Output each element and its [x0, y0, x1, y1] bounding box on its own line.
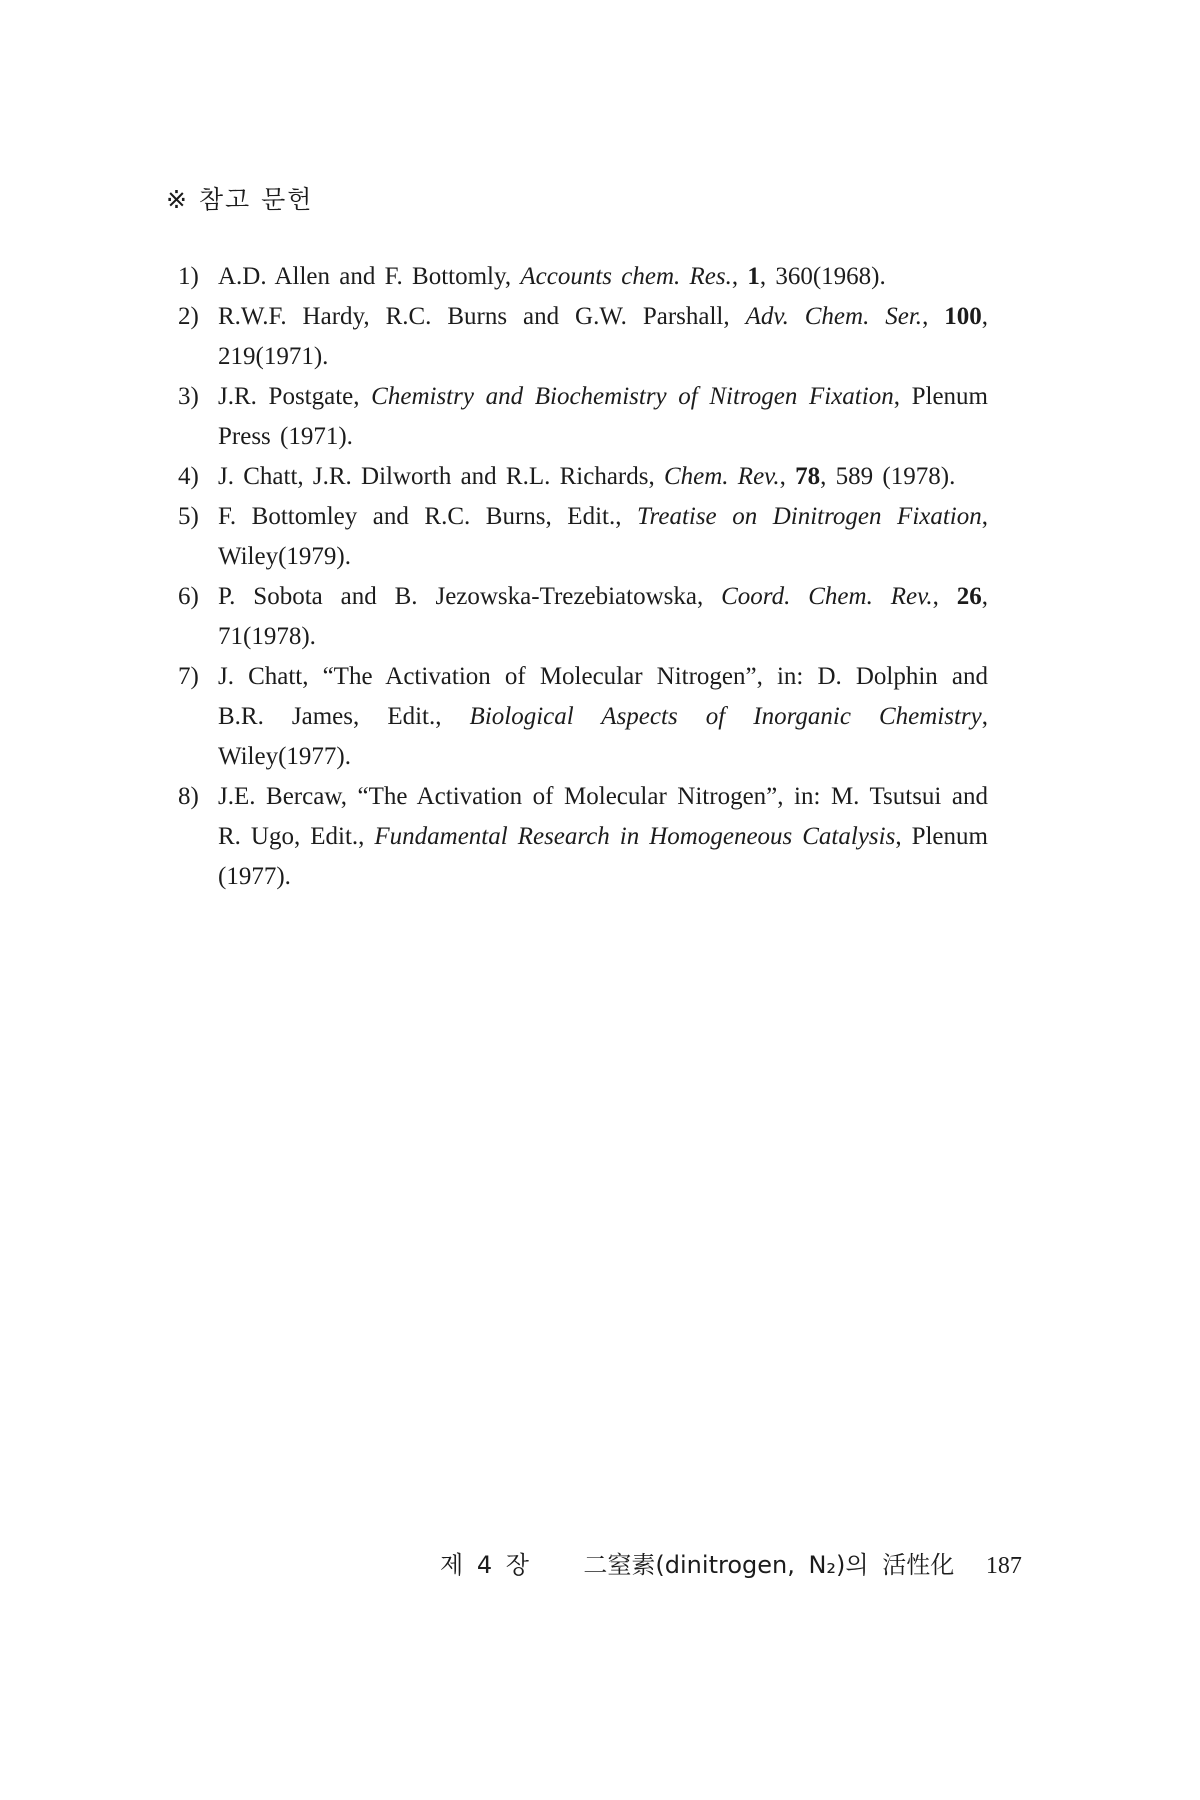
reference-item [180, 377, 988, 457]
reference-number: 3) [178, 383, 199, 410]
reference-volume: 78 [795, 463, 821, 490]
reference-source-title: Treatise on Dinitrogen Fixation [637, 503, 982, 530]
reference-item [180, 777, 988, 897]
reference-text [218, 657, 988, 777]
reference-text [218, 457, 988, 497]
reference-item [180, 257, 988, 297]
reference-text-part: R.W.F. Hardy, R.C. Burns and G.W. Parshall, [218, 303, 746, 330]
reference-number: 2) [178, 303, 199, 330]
reference-text-part: , [922, 303, 945, 330]
reference-text [218, 577, 988, 657]
reference-item [180, 577, 988, 657]
reference-text-part: , [932, 583, 957, 610]
reference-volume: 100 [944, 303, 982, 330]
reference-text-part: J. Chatt, J.R. Dilworth and R.L. Richards, [218, 463, 664, 490]
reference-text-part: , Plenum Press (1971). [218, 383, 988, 450]
reference-volume: 1 [747, 263, 760, 290]
reference-text-part: , 71(1978). [218, 583, 988, 650]
reference-item [180, 657, 988, 777]
reference-text [218, 297, 988, 377]
page-number: 187 [985, 1553, 1022, 1579]
reference-text-part: , Wiley(1977). [218, 703, 988, 770]
reference-text-part: , [779, 463, 796, 490]
reference-source-title: Biological Aspects of Inorganic Chemistry [469, 703, 982, 730]
reference-text-part: J.E. Bercaw, “The Activation of Molecular Nitrogen”, in: M. Tsutsui and R. Ugo, Edit., [218, 783, 988, 850]
reference-number: 7) [178, 663, 199, 690]
reference-text-part: F. Bottomley and R.C. Burns, Edit., [218, 503, 638, 530]
reference-text [218, 377, 988, 457]
reference-text-part: , [731, 263, 748, 290]
reference-source-title: Chem. Rev. [663, 463, 780, 490]
reference-source-title: Fundamental Research in Homogeneous Catalysis [374, 823, 896, 850]
reference-item [180, 297, 988, 377]
reference-source-title: Adv. Chem. Ser. [745, 303, 923, 330]
reference-source-title: Coord. Chem. Rev. [721, 583, 933, 610]
reference-text-part: , Wiley(1979). [218, 503, 989, 570]
footer-chapter: 제 4 장 [440, 1551, 529, 1579]
reference-text-part: , Plenum (1977). [218, 823, 988, 890]
reference-number: 8) [178, 783, 199, 810]
reference-number: 5) [178, 503, 199, 530]
reference-volume: 26 [956, 583, 982, 610]
reference-number: 1) [178, 263, 199, 290]
reference-text-part: , 589 (1978). [820, 463, 956, 490]
reference-text [218, 497, 988, 577]
reference-text [218, 257, 988, 297]
reference-text-part: , 360(1968). [759, 263, 886, 290]
footer-chapter-title: 二窒素(dinitrogen, N₂)의 活性化 [583, 1551, 955, 1579]
reference-text-part: J.R. Postgate, [218, 383, 372, 410]
reference-text-part: J. Chatt, “The Activation of Molecular Nitrogen”, in: D. Dolphin and B.R. James, Edit., [218, 663, 988, 730]
reference-source-title: Chemistry and Biochemistry of Nitrogen Fixation [371, 383, 894, 410]
reference-item [180, 457, 988, 497]
reference-text-part: A.D. Allen and F. Bottomly, [218, 263, 521, 290]
reference-text-part: , 219(1971). [218, 303, 988, 370]
page-footer [440, 1545, 1022, 1580]
references-heading: ※ 참고 문헌 [166, 185, 314, 214]
reference-text [218, 777, 988, 897]
reference-list [180, 257, 988, 897]
reference-number: 6) [178, 583, 199, 610]
reference-item [180, 497, 988, 577]
reference-source-title: Accounts chem. Res. [520, 263, 732, 290]
reference-text-part: P. Sobota and B. Jezowska-Trezebiatowska, [218, 583, 722, 610]
reference-number: 4) [178, 463, 199, 490]
